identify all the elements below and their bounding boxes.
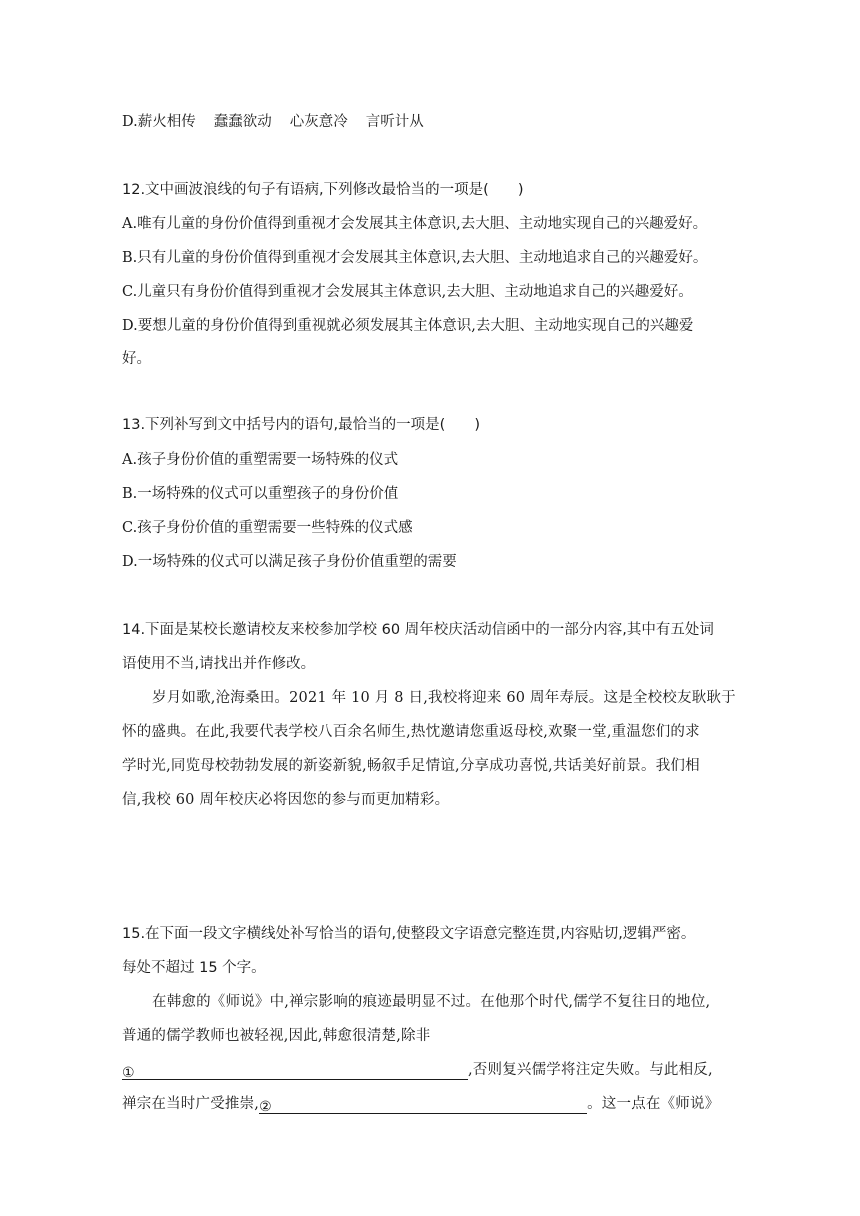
blank-1-label: ① <box>122 1065 135 1081</box>
q11-option-d-word-2: 蠢蠢欲动 <box>213 114 272 130</box>
q13-stem: 13.下列补写到文中括号内的语句,最恰当的一项是( ) <box>122 417 480 433</box>
q13-option-a: A.孩子身份价值的重塑需要一场特殊的仪式 <box>122 452 399 468</box>
q12-option-c: C.儿童只有身份价值得到重视才会发展其主体意识,去大胆、主动地追求自己的兴趣爱好。 <box>122 284 693 300</box>
q12-option-d: D.要想儿童的身份价值得到重视就必须发展其主体意识,去大胆、主动地实现自己的兴趣爱 <box>122 318 694 334</box>
q15-blank-line-2 <box>122 1094 719 1114</box>
q12-option-b: B.只有儿童的身份价值得到重视才会发展其主体意识,去大胆、主动地追求自己的兴趣爱好。 <box>122 250 708 266</box>
answer-blank-2[interactable] <box>259 1097 587 1114</box>
q14-letter-line-3: 学时光,同览母校勃勃发展的新姿新貌,畅叙手足情谊,分享成功喜悦,共话美好前景。我们相 <box>122 758 700 774</box>
q13-option-d: D.一场特殊的仪式可以满足孩子身份价值重塑的需要 <box>122 554 457 570</box>
q13-option-c: C.孩子身份价值的重塑需要一些特殊的仪式感 <box>122 520 413 536</box>
q15-para-line-1: 在韩愈的《师说》中,禅宗影响的痕迹最明显不过。在他那个时代,儒学不复往日的地位, <box>152 994 711 1010</box>
q15-line5-prefix: 禅宗在当时广受推崇, <box>122 1096 260 1112</box>
q14-stem-line-2: 语使用不当,请找出并作修改。 <box>122 656 316 672</box>
q12-option-a: A.唯有儿童的身份价值得到重视才会发展其主体意识,去大胆、主动地实现自己的兴趣爱好。 <box>122 216 708 232</box>
q11-option-d-word-1: 薪火相传 <box>137 114 196 130</box>
q11-option-d <box>122 112 442 132</box>
q15-para-line-2: 普通的儒学教师也被轻视,因此,韩愈很清楚,除非 <box>122 1028 431 1044</box>
q14-stem-line-1: 14.下面是某校长邀请校友来校参加学校 60 周年校庆活动信函中的一部分内容,其中有五处词 <box>122 622 714 638</box>
q15-stem-line-1: 15.在下面一段文字横线处补写恰当的语句,使整段文字语意完整连贯,内容贴切,逻辑严密。 <box>122 926 696 942</box>
q12-stem: 12.文中画波浪线的句子有语病,下列修改最恰当的一项是( ) <box>122 182 524 198</box>
answer-blank-1[interactable] <box>122 1063 468 1080</box>
q15-after-blank-2: 。这一点在《师说》 <box>587 1096 720 1112</box>
q15-after-blank-1: ,否则复兴儒学将注定失败。与此相反, <box>468 1062 713 1078</box>
q14-letter-line-2: 怀的盛典。在此,我要代表学校八百余名师生,热忱邀请您重返母校,欢聚一堂,重温您们的求 <box>122 724 700 740</box>
q15-stem-line-2: 每处不超过 15 个字。 <box>122 960 266 976</box>
q11-option-d-label: D. <box>122 114 138 130</box>
q14-letter-line-1: 岁月如歌,沧海桑田。2021 年 10 月 8 日,我校将迎来 60 周年寿辰。这是全校校友耿耿于 <box>152 690 736 706</box>
q14-letter-line-4: 信,我校 60 周年校庆必将因您的参与而更加精彩。 <box>122 792 450 808</box>
q12-option-d-continuation: 好。 <box>122 351 151 367</box>
q13-option-b: B.一场特殊的仪式可以重塑孩子的身份价值 <box>122 486 399 502</box>
blank-2-label: ② <box>259 1099 272 1115</box>
q15-blank-line-1 <box>122 1060 713 1080</box>
q11-option-d-word-4: 言听计从 <box>365 114 424 130</box>
q11-option-d-word-3: 心灰意冷 <box>289 114 348 130</box>
